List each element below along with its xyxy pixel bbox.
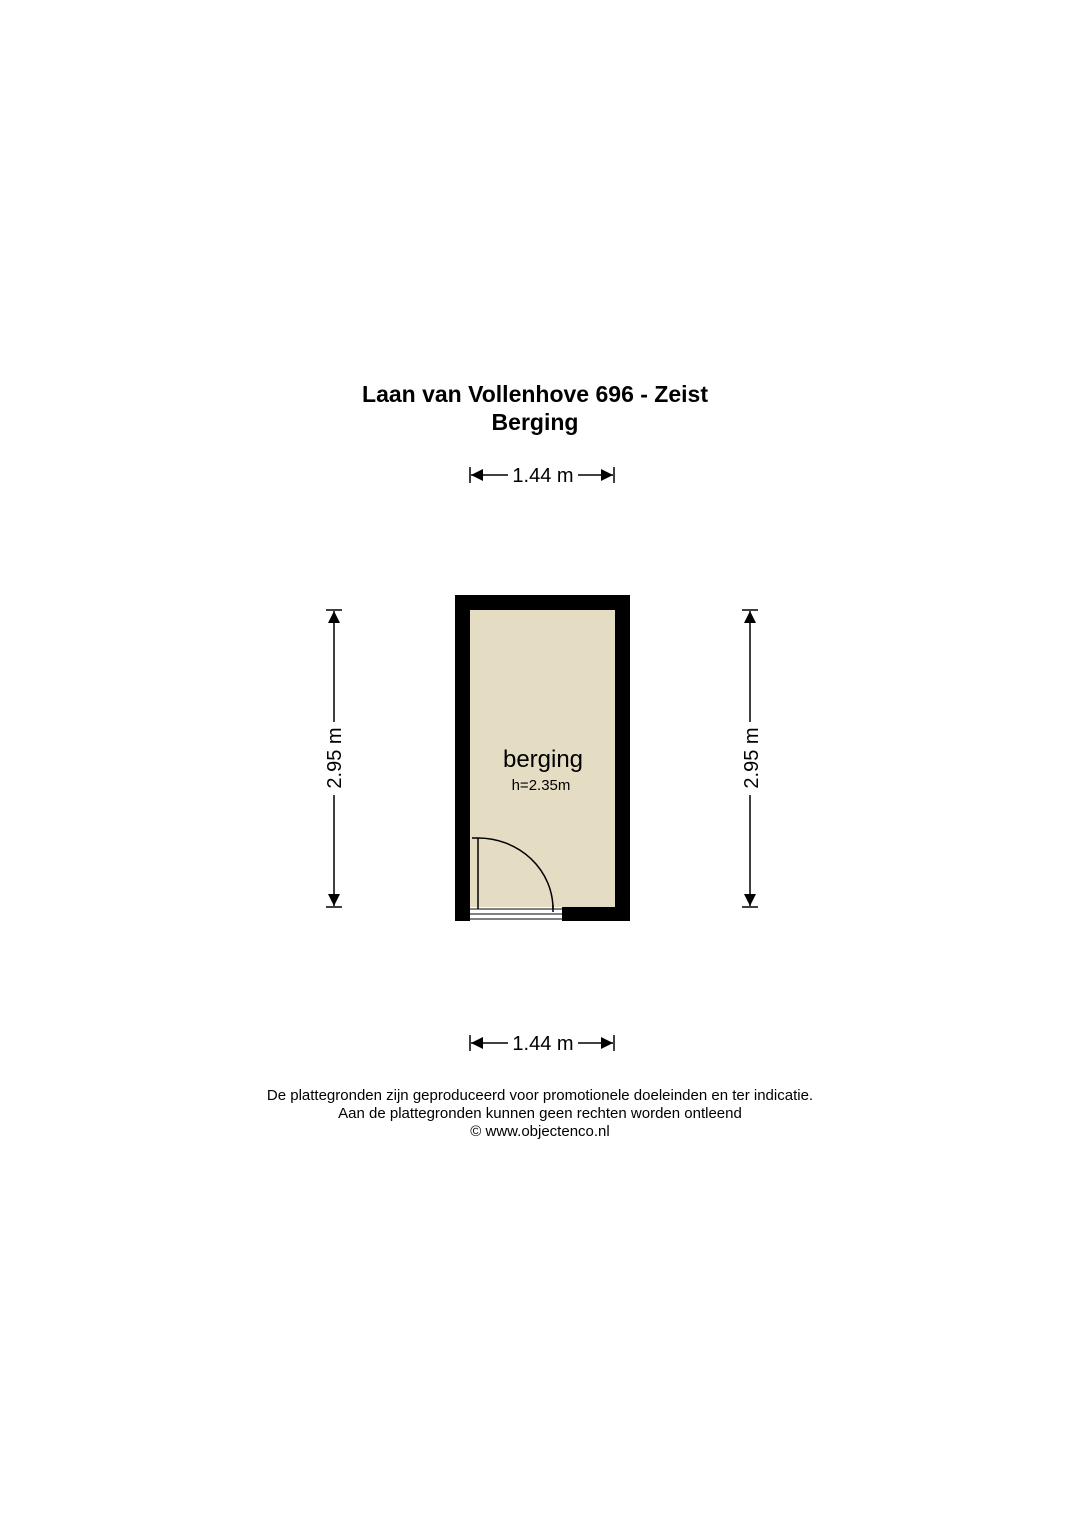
- room-name: berging: [502, 746, 584, 773]
- door-threshold: [470, 909, 562, 919]
- dimension-left-height: [324, 610, 346, 907]
- dimension-left-height-label: 2.95 m: [324, 727, 346, 789]
- wall-bottom: [562, 907, 630, 921]
- disclaimer-line-1: De plattegronden zijn geproduceerd voor promotionele doeleinden en ter indicatie.: [266, 1087, 814, 1104]
- plan-title-address: Laan van Vollenhove 696 - Zeist: [362, 381, 708, 407]
- disclaimer-line-2: Aan de plattegronden kunnen geen rechten worden ontleend: [338, 1105, 742, 1122]
- copyright-line: © www.objectenco.nl: [470, 1123, 610, 1140]
- room-berging: [455, 595, 630, 921]
- dimension-bottom-width-label: 1.44 m: [512, 1033, 574, 1055]
- dimension-right-height-label: 2.95 m: [741, 727, 763, 789]
- dimension-top-width: [470, 465, 614, 487]
- wall-top: [455, 595, 630, 610]
- wall-left: [455, 595, 470, 921]
- room-height: h=2.35m: [511, 777, 571, 794]
- dimension-right-height: [741, 610, 763, 907]
- plan-title-floor: Berging: [491, 409, 579, 435]
- dimension-bottom-width: [470, 1033, 614, 1055]
- dimension-top-width-label: 1.44 m: [512, 465, 574, 487]
- wall-right: [615, 595, 630, 921]
